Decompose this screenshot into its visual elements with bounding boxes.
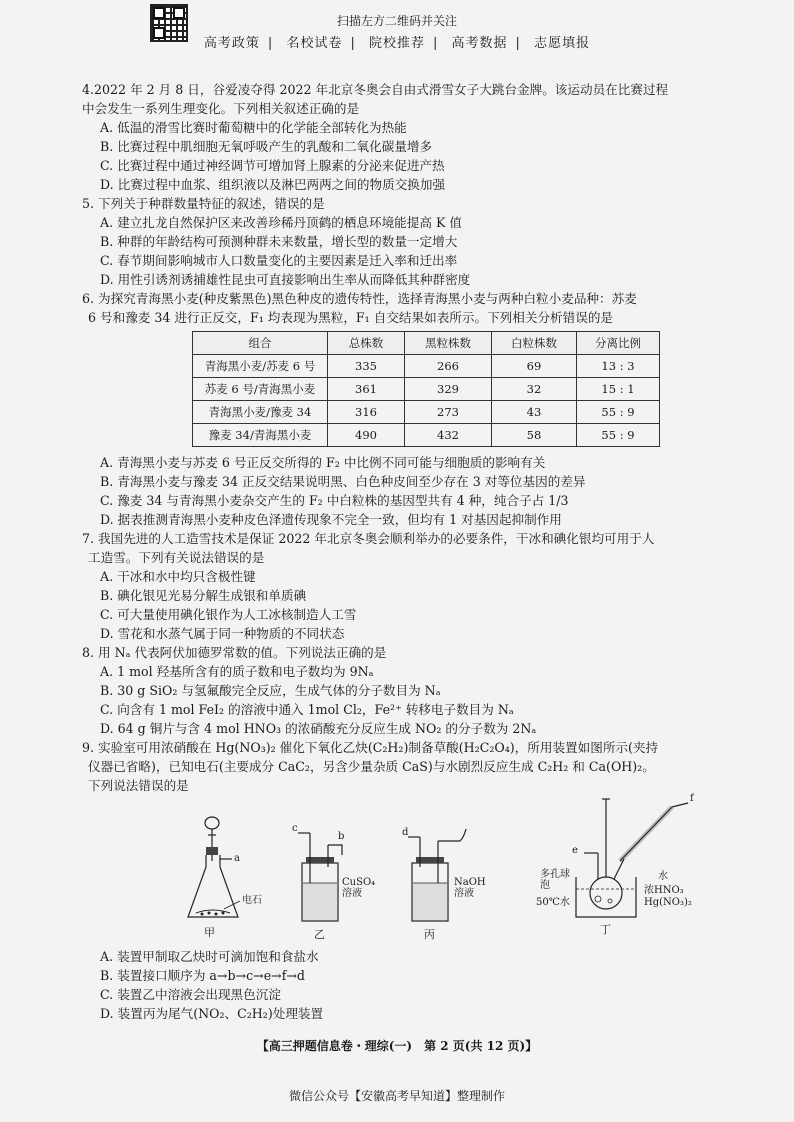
question-7 — [82, 529, 722, 643]
wash-bottle-diagram — [292, 823, 382, 923]
table-cell: 13 : 3 — [577, 355, 660, 378]
q9-stem-line3: 下列说法错误的是 — [88, 778, 189, 793]
table-row — [193, 355, 660, 378]
figure-caption-yi: 乙 — [314, 928, 325, 941]
nav-item-data[interactable]: 高考数据 — [451, 36, 508, 51]
q8-option-b: B. 30 g SiO₂ 与氢氟酸完全反应，生成气体的分子数目为 Nₐ — [100, 683, 441, 698]
table-cell: 15 : 1 — [577, 378, 660, 401]
table-header: 组合 — [193, 332, 328, 355]
q9-options — [82, 947, 722, 1023]
porous-bubbler-label: 多孔球泡 — [540, 869, 570, 891]
q6-option-d: D. 据表推测青海黑小麦种皮色泽遗传现象不完全一致，但均有 1 对基因起抑制作用 — [100, 512, 562, 527]
q6-stem-line1: 6. 为探究青海黑小麦(种皮紫黑色)黑色种皮的遗传特性，选择青海黑小麦与两种白粒小麦品种：苏麦 — [82, 291, 637, 306]
naoh-solution-label: NaOH溶液 — [454, 877, 486, 899]
table-cell: 32 — [492, 378, 577, 401]
page-footer-title: 【高三押题信息卷・理综(一) 第 2 页(共 12 页)】 — [256, 1039, 538, 1053]
table-cell: 490 — [328, 424, 405, 447]
apparatus-yi — [292, 823, 382, 941]
nav-item-schools[interactable]: 院校推荐 — [368, 36, 425, 51]
table-header: 分离比例 — [577, 332, 660, 355]
table-cell: 55 : 9 — [577, 424, 660, 447]
table-header: 白粒株数 — [492, 332, 577, 355]
table-cell: 432 — [405, 424, 492, 447]
figure-caption-ding: 丁 — [600, 923, 611, 936]
q8-option-a: A. 1 mol 羟基所含有的质子数和电子数均为 9Nₐ — [100, 664, 374, 679]
q6-option-c: C. 豫麦 34 与青海黑小麦杂交产生的 F₂ 中白粒株的基因型共有 4 种，纯合子占 1/3 — [100, 493, 569, 508]
q6-table — [192, 331, 660, 447]
q7-stem-line2: 工造雪。下列有关说法错误的是 — [88, 550, 265, 565]
q5-option-a: A. 建立扎龙自然保护区来改善珍稀丹顶鹤的栖息环境能提高 K 值 — [100, 215, 462, 230]
port-label-e: e — [572, 845, 578, 856]
table-header: 黑粒株数 — [405, 332, 492, 355]
mercury-nitrate-label: Hg(NO₃)₂ — [644, 897, 692, 908]
table-cell: 361 — [328, 378, 405, 401]
table-cell: 青海黑小麦/苏麦 6 号 — [193, 355, 328, 378]
q9-stem-line1: 9. 实验室可用浓硝酸在 Hg(NO₃)₂ 催化下氧化乙炔(C₂H₂)制备草酸(H₂C₂O₄)，所用装置如图所示(夹持 — [82, 740, 659, 755]
q7-stem-line1: 7. 我国先进的人工造雪技术是保证 2022 年北京冬奥会顺利举办的必要条件，干冰和碘化银均可用于人 — [82, 531, 655, 546]
flask-diagram — [182, 813, 272, 923]
question-5 — [82, 194, 722, 289]
apparatus-jia — [182, 813, 272, 939]
q6-stem-line2: 6 号和豫麦 34 进行正反交，F₁ 均表现为黑粒，F₁ 自交结果如表所示。下列相关分析错误的是 — [88, 310, 614, 325]
q9-option-b: B. 装置接口顺序为 a→b→c→e→f→d — [100, 968, 305, 983]
q5-option-c: C. 春节期间影响城市人口数量变化的主要因素是迁入率和迁出率 — [100, 253, 458, 268]
question-6 — [82, 289, 722, 529]
q6-option-a: A. 青海黑小麦与苏麦 6 号正反交所得的 F₂ 中比例不同可能与细胞质的影响有关 — [100, 455, 546, 470]
table-cell: 58 — [492, 424, 577, 447]
condenser-water-label: 水 — [658, 871, 668, 882]
table-cell: 苏麦 6 号/青海黑小麦 — [193, 378, 328, 401]
table-cell: 335 — [328, 355, 405, 378]
question-content — [82, 80, 722, 1023]
port-label-a: a — [234, 853, 240, 864]
table-cell: 69 — [492, 355, 577, 378]
q4-option-b: B. 比赛过程中肌细胞无氧呼吸产生的乳酸和二氧化碳量增多 — [100, 139, 433, 154]
q6-option-b: B. 青海黑小麦与豫麦 34 正反交结果说明黑、白色种皮间至少存在 3 对等位基因的差异 — [100, 474, 586, 489]
q7-option-c: C. 可大量使用碘化银作为人工冰核制造人工雪 — [100, 607, 357, 622]
page-footer-credit: 微信公众号【安徽高考早知道】整理制作 — [288, 1089, 505, 1103]
q9-option-d: D. 装置丙为尾气(NO₂、C₂H₂)处理装置 — [100, 1006, 324, 1021]
water-bath-label: 50℃水 — [536, 897, 570, 908]
q4-option-d: D. 比赛过程中血浆、组织液以及淋巴两两之间的物质交换加强 — [100, 177, 446, 192]
table-cell: 豫麦 34/青海黑小麦 — [193, 424, 328, 447]
question-8 — [82, 643, 722, 738]
q5-option-d: D. 用性引诱剂诱捕雄性昆虫可直接影响出生率从而降低其种群密度 — [100, 272, 471, 287]
figure-caption-bing: 丙 — [424, 928, 435, 941]
port-label-d: d — [402, 827, 409, 838]
table-row — [193, 424, 660, 447]
apparatus-figures — [82, 793, 722, 947]
apparatus-bing — [402, 823, 502, 941]
table-cell: 43 — [492, 401, 577, 424]
table-cell: 316 — [328, 401, 405, 424]
table-cell: 青海黑小麦/豫麦 34 — [193, 401, 328, 424]
q8-stem: 8. 用 Nₐ 代表阿伏加德罗常数的值。下列说法正确的是 — [82, 645, 387, 660]
cuso4-solution-label: CuSO₄溶液 — [342, 877, 376, 899]
table-cell: 329 — [405, 378, 492, 401]
port-label-f: f — [690, 793, 694, 804]
q4-option-c: C. 比赛过程中通过神经调节可增加肾上腺素的分泌来促进产热 — [100, 158, 445, 173]
figure-caption-jia: 甲 — [204, 926, 215, 939]
table-row — [193, 401, 660, 424]
table-row — [193, 378, 660, 401]
q9-stem-line2: 仪器已省略)，已知电石(主要成分 CaC₂，另含少量杂质 CaS)与水剧烈反应生成 C₂H₂ 和 Ca(OH)₂。 — [88, 759, 655, 774]
q9-option-c: C. 装置乙中溶液会出现黑色沉淀 — [100, 987, 281, 1002]
nav-item-papers[interactable]: 名校试卷 — [286, 36, 343, 51]
q8-option-c: C. 向含有 1 mol FeI₂ 的溶液中通入 1mol Cl₂，Fe²⁺ 转移电子数目为 Nₐ — [100, 702, 514, 717]
q5-option-b: B. 种群的年龄结构可预测种群未来数量，增长型的数量一定增大 — [100, 234, 458, 249]
header-nav: 高考政策 | 名校试卷 | 院校推荐 | 高考数据 | 志愿填报 — [203, 36, 591, 51]
absorber-bottle-diagram — [402, 823, 502, 923]
nav-item-policy[interactable]: 高考政策 — [203, 36, 260, 51]
q8-option-d: D. 64 g 铜片与含 4 mol HNO₃ 的浓硝酸充分反应生成 NO₂ 的分子数为 2Nₐ — [100, 721, 537, 736]
port-label-b: b — [338, 831, 345, 842]
port-label-c: c — [292, 823, 298, 834]
q9-option-a: A. 装置甲制取乙炔时可滴加饱和食盐水 — [100, 949, 319, 964]
table-cell: 266 — [405, 355, 492, 378]
table-header: 总株数 — [328, 332, 405, 355]
apparatus-ding — [532, 793, 722, 936]
nitric-acid-label: 浓HNO₃ — [644, 885, 684, 896]
q7-option-a: A. 干冰和水中均只含极性键 — [100, 569, 256, 584]
question-4 — [82, 80, 722, 194]
table-cell: 273 — [405, 401, 492, 424]
table-header-row — [193, 332, 660, 355]
q4-stem-line1: 4.2022 年 2 月 8 日，谷爱凌夺得 2022 年北京冬奥会自由式滑雪女子大跳台金牌。该运动员在比赛过程 — [82, 82, 669, 97]
q4-option-a: A. 低温的滑雪比赛时葡萄糖中的化学能全部转化为热能 — [100, 120, 407, 135]
q7-option-d: D. 雪花和水蒸气属于同一种物质的不同状态 — [100, 626, 345, 641]
calcium-carbide-label: 电石 — [242, 895, 262, 906]
q5-stem: 5. 下列关于种群数量特征的叙述，错误的是 — [82, 196, 325, 211]
nav-item-apply[interactable]: 志愿填报 — [534, 36, 591, 51]
q4-stem-line2: 中会发生一系列生理变化。下列相关叙述正确的是 — [82, 101, 360, 116]
q7-option-b: B. 碘化银见光易分解生成银和单质碘 — [100, 588, 307, 603]
question-9 — [82, 738, 722, 1023]
table-cell: 55 : 9 — [577, 401, 660, 424]
header-scan-text: 扫描左方二维码并关注 — [336, 14, 457, 28]
